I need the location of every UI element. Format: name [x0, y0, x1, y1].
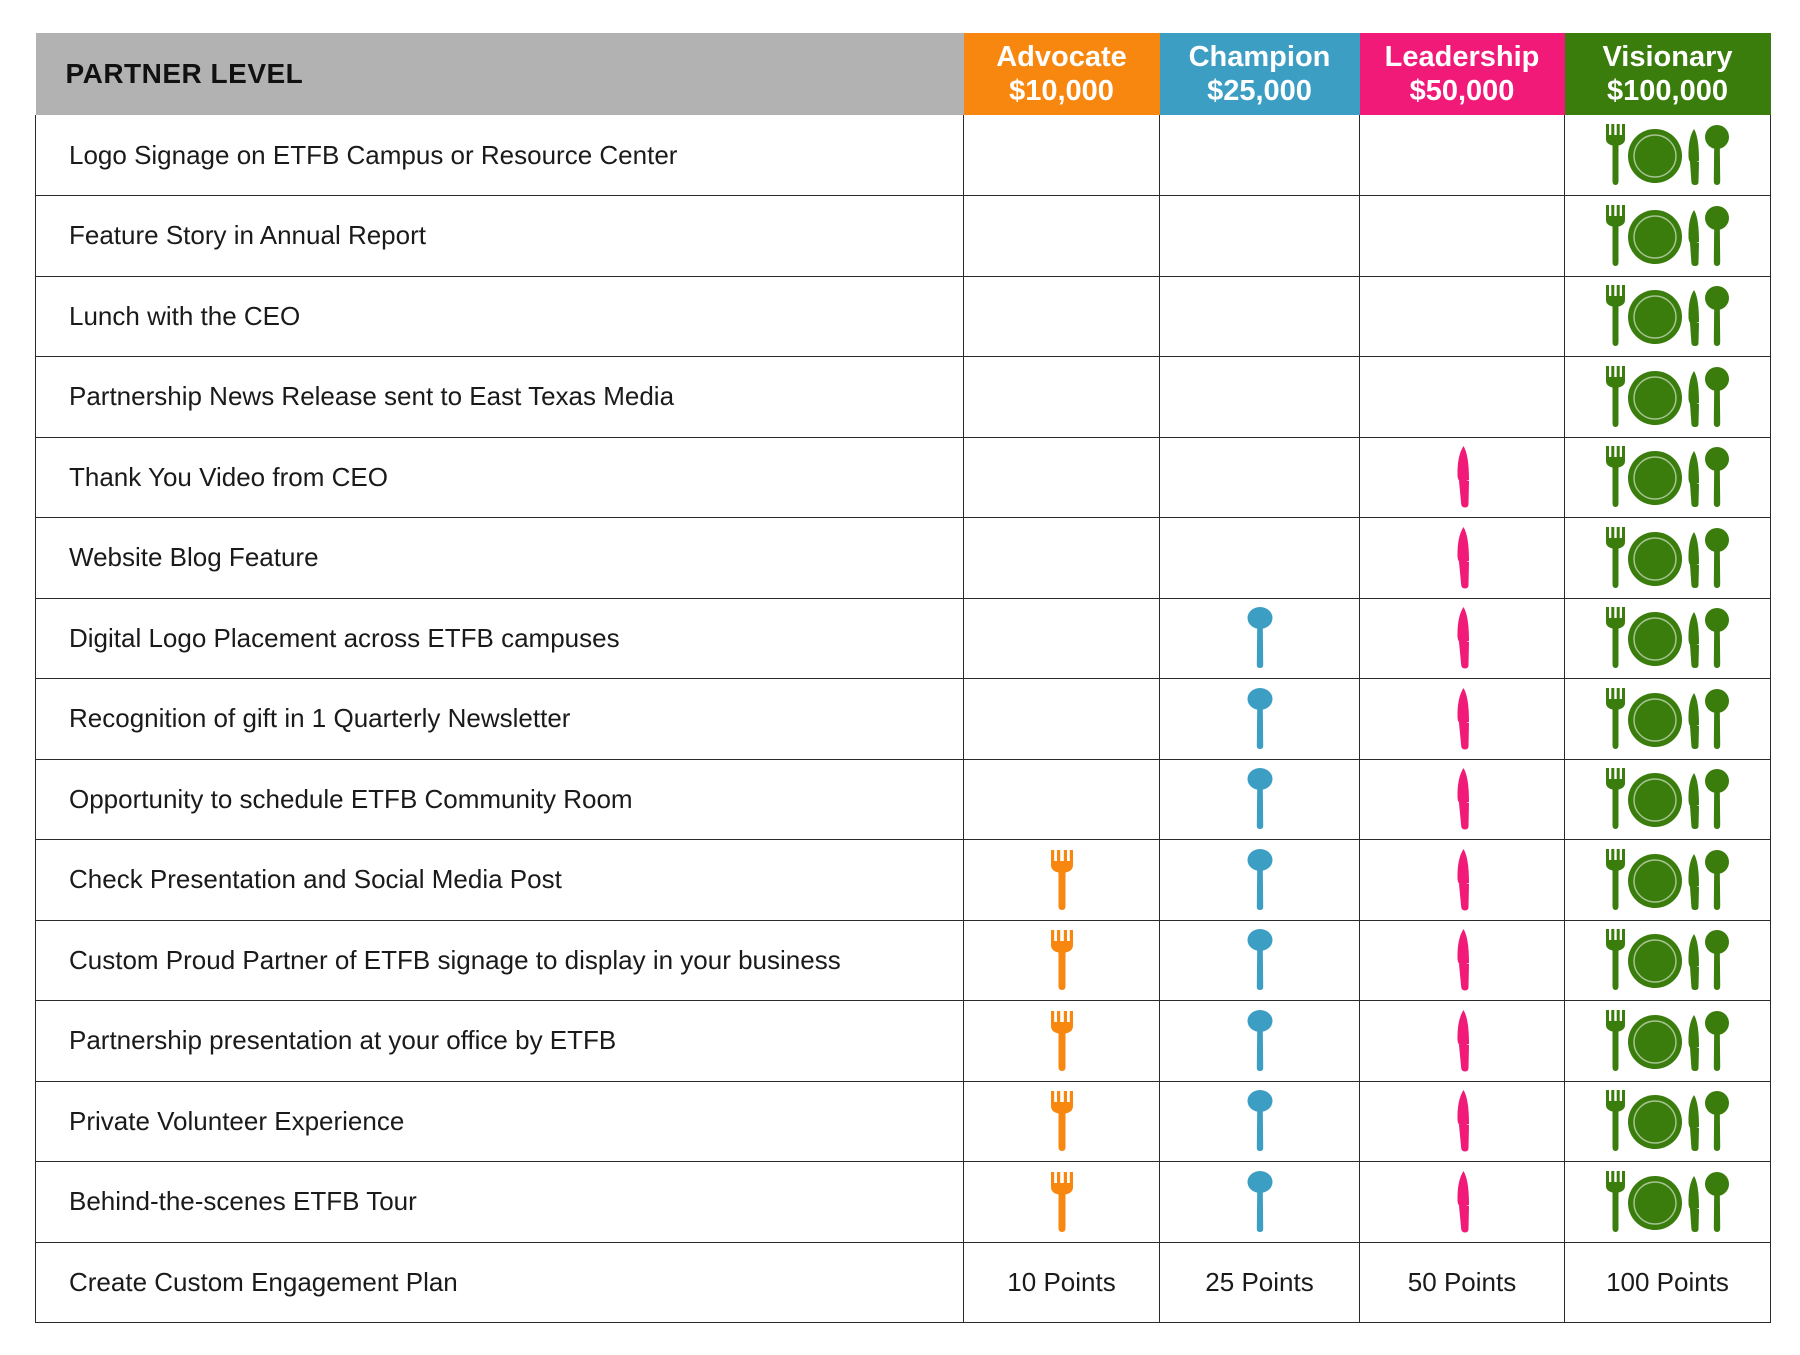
spoon-icon [1247, 1032, 1273, 1049]
tier-advocate-cell [964, 679, 1160, 760]
table-row [36, 840, 1771, 921]
tier-amount: $100,000 [1607, 75, 1728, 107]
place-setting-icon [1604, 388, 1732, 405]
tier-name: Leadership [1384, 41, 1540, 73]
tier-champion-cell [1160, 679, 1360, 760]
tier-champion-cell [1160, 276, 1360, 357]
tier-visionary-cell [1565, 115, 1771, 196]
knife-icon [1454, 1193, 1470, 1210]
table-row [36, 276, 1771, 357]
tier-champion-cell [1160, 437, 1360, 518]
tier-advocate-cell [964, 115, 1160, 196]
tier-leadership-cell [1360, 357, 1565, 438]
tier-advocate-cell [964, 759, 1160, 840]
table-row [36, 196, 1771, 277]
tier-leadership-cell [1360, 759, 1565, 840]
tier-visionary-cell [1565, 518, 1771, 599]
benefit-label: Custom Proud Partner of ETFB signage to display in your business [36, 920, 964, 1001]
table-row [36, 357, 1771, 438]
place-setting-icon [1604, 549, 1732, 566]
spoon-icon [1247, 790, 1273, 807]
place-setting-icon [1604, 227, 1732, 244]
table-row [36, 437, 1771, 518]
tier-advocate-header [964, 33, 1160, 115]
knife-icon [1454, 1032, 1470, 1049]
knife-icon [1454, 871, 1470, 888]
benefit-label: Check Presentation and Social Media Post [36, 840, 964, 921]
partner-level-heading: PARTNER LEVEL [36, 33, 964, 115]
tier-visionary-cell [1565, 598, 1771, 679]
benefit-label: Lunch with the CEO [36, 276, 964, 357]
tier-advocate-cell [964, 437, 1160, 518]
tier-leadership-header [1360, 33, 1565, 115]
place-setting-icon [1604, 951, 1732, 968]
table-row [36, 759, 1771, 840]
tier-advocate-points: 10 Points [964, 1242, 1160, 1323]
tier-advocate-cell [964, 357, 1160, 438]
benefit-label: Feature Story in Annual Report [36, 196, 964, 277]
tier-amount: $50,000 [1409, 75, 1515, 107]
place-setting-icon [1604, 1193, 1732, 1210]
benefit-label: Partnership presentation at your office by ETFB [36, 1001, 964, 1082]
place-setting-icon [1604, 1112, 1732, 1129]
place-setting-icon [1604, 146, 1732, 163]
partner-benefits-table [35, 33, 1771, 1323]
benefit-label: Partnership News Release sent to East Texas Media [36, 357, 964, 438]
tier-visionary-cell [1565, 840, 1771, 921]
table-header [36, 33, 1771, 115]
tier-champion-cell [1160, 518, 1360, 599]
benefit-label: Create Custom Engagement Plan [36, 1242, 964, 1323]
spoon-icon [1247, 1112, 1273, 1129]
tier-advocate-cell [964, 1162, 1160, 1243]
tier-amount: $25,000 [1207, 75, 1312, 107]
place-setting-icon [1604, 710, 1732, 727]
place-setting-icon [1604, 871, 1732, 888]
benefit-label: Opportunity to schedule ETFB Community Room [36, 759, 964, 840]
tier-amount: $10,000 [1009, 75, 1114, 107]
engagement-plan-row [36, 1242, 1771, 1323]
tier-visionary-header [1565, 33, 1771, 115]
tier-leadership-cell [1360, 1081, 1565, 1162]
knife-icon [1454, 549, 1470, 566]
tier-leadership-cell [1360, 1162, 1565, 1243]
tier-advocate-cell [964, 598, 1160, 679]
place-setting-icon [1604, 307, 1732, 324]
tier-leadership-cell [1360, 679, 1565, 760]
tier-visionary-cell [1565, 1081, 1771, 1162]
knife-icon [1454, 629, 1470, 646]
tier-leadership-points: 50 Points [1360, 1242, 1565, 1323]
fork-icon [1050, 1193, 1074, 1210]
table-body [36, 115, 1771, 1323]
knife-icon [1454, 790, 1470, 807]
knife-icon [1454, 1112, 1470, 1129]
knife-icon [1454, 710, 1470, 727]
tier-leadership-cell [1360, 1001, 1565, 1082]
place-setting-icon [1604, 468, 1732, 485]
tier-advocate-cell [964, 1081, 1160, 1162]
tier-leadership-cell [1360, 196, 1565, 277]
fork-icon [1050, 871, 1074, 888]
spoon-icon [1247, 1193, 1273, 1210]
tier-leadership-cell [1360, 276, 1565, 357]
place-setting-icon [1604, 629, 1732, 646]
benefit-label: Digital Logo Placement across ETFB campuses [36, 598, 964, 679]
tier-visionary-cell [1565, 196, 1771, 277]
tier-champion-cell [1160, 196, 1360, 277]
tier-leadership-cell [1360, 840, 1565, 921]
benefit-label: Thank You Video from CEO [36, 437, 964, 518]
tier-advocate-cell [964, 920, 1160, 1001]
tier-champion-cell [1160, 1162, 1360, 1243]
fork-icon [1050, 1032, 1074, 1049]
tier-visionary-cell [1565, 1001, 1771, 1082]
benefit-label: Private Volunteer Experience [36, 1081, 964, 1162]
table-row [36, 1001, 1771, 1082]
tier-champion-cell [1160, 1081, 1360, 1162]
tier-champion-cell [1160, 1001, 1360, 1082]
tier-champion-header [1160, 33, 1360, 115]
tier-leadership-cell [1360, 115, 1565, 196]
tier-advocate-cell [964, 518, 1160, 599]
table-row [36, 518, 1771, 599]
tier-champion-cell [1160, 920, 1360, 1001]
table-row [36, 679, 1771, 760]
fork-icon [1050, 1112, 1074, 1129]
tier-advocate-cell [964, 1001, 1160, 1082]
tier-leadership-cell [1360, 518, 1565, 599]
fork-icon [1050, 951, 1074, 968]
tier-leadership-cell [1360, 920, 1565, 1001]
benefit-label: Logo Signage on ETFB Campus or Resource Center [36, 115, 964, 196]
tier-visionary-cell [1565, 276, 1771, 357]
tier-visionary-cell [1565, 679, 1771, 760]
tier-champion-cell [1160, 840, 1360, 921]
table-row [36, 920, 1771, 1001]
tier-leadership-cell [1360, 598, 1565, 679]
tier-advocate-cell [964, 196, 1160, 277]
spoon-icon [1247, 710, 1273, 727]
knife-icon [1454, 951, 1470, 968]
tier-leadership-cell [1360, 437, 1565, 518]
benefit-label: Recognition of gift in 1 Quarterly Newsletter [36, 679, 964, 760]
tier-visionary-points: 100 Points [1565, 1242, 1771, 1323]
tier-name: Visionary [1602, 41, 1733, 73]
tier-name: Champion [1188, 41, 1331, 73]
tier-name: Advocate [996, 41, 1127, 73]
benefit-label: Behind-the-scenes ETFB Tour [36, 1162, 964, 1243]
spoon-icon [1247, 629, 1273, 646]
tier-visionary-cell [1565, 357, 1771, 438]
place-setting-icon [1604, 1032, 1732, 1049]
table-row [36, 598, 1771, 679]
spoon-icon [1247, 951, 1273, 968]
tier-champion-cell [1160, 598, 1360, 679]
tier-champion-cell [1160, 115, 1360, 196]
tier-visionary-cell [1565, 1162, 1771, 1243]
spoon-icon [1247, 871, 1273, 888]
table-row [36, 115, 1771, 196]
place-setting-icon [1604, 790, 1732, 807]
tier-champion-points: 25 Points [1160, 1242, 1360, 1323]
tier-champion-cell [1160, 759, 1360, 840]
tier-advocate-cell [964, 276, 1160, 357]
benefit-label: Website Blog Feature [36, 518, 964, 599]
knife-icon [1454, 468, 1470, 485]
tier-champion-cell [1160, 357, 1360, 438]
table-row [36, 1081, 1771, 1162]
tier-visionary-cell [1565, 920, 1771, 1001]
tier-advocate-cell [964, 840, 1160, 921]
tier-visionary-cell [1565, 759, 1771, 840]
tier-visionary-cell [1565, 437, 1771, 518]
table-row [36, 1162, 1771, 1243]
